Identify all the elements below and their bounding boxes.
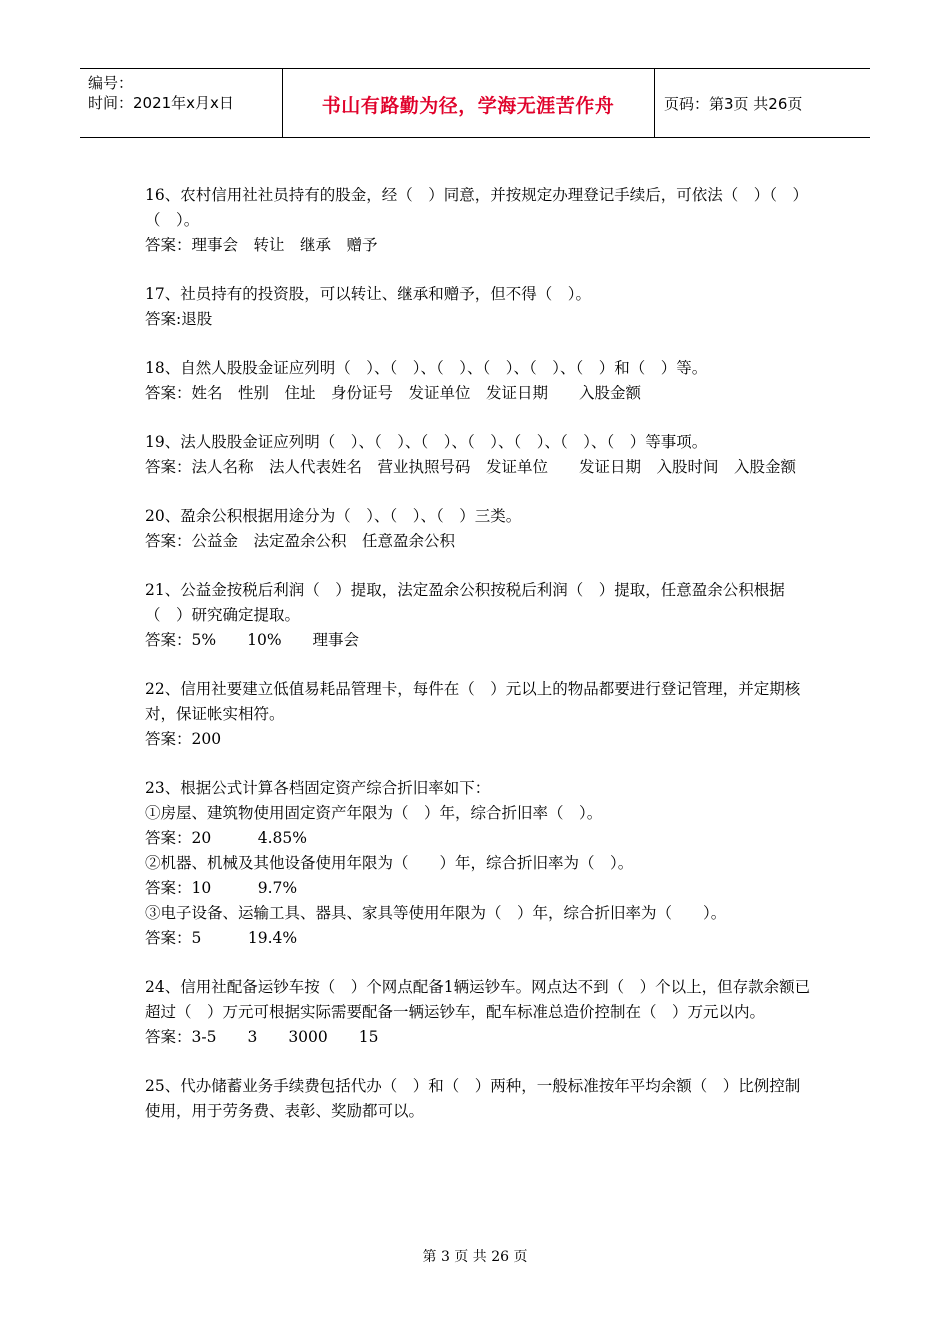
answer-line: 答案：20 4.85%	[145, 829, 307, 847]
question-block	[145, 504, 813, 554]
question-line: ②机器、机械及其他设备使用年限为（ ）年，综合折旧率为（ ）。	[145, 854, 634, 872]
answer-line: 答案：3-5 3 3000 15	[145, 1028, 379, 1046]
page-footer: 第 3 页 共 26 页	[422, 1249, 528, 1265]
question-line: 22、信用社要建立低值易耗品管理卡，每件在（ ）元以上的物品都要进行登记管理，并定期核对，保证帐实相符。	[145, 680, 801, 723]
question-block	[145, 356, 813, 406]
answer-line: 答案：5 19.4%	[145, 929, 298, 947]
question-line: 23、根据公式计算各档固定资产综合折旧率如下：	[145, 779, 491, 797]
question-line: 18、自然人股股金证应列明（ ）、（ ）、（ ）、（ ）、（ ）、（ ）和（ ）等。	[145, 359, 708, 377]
date-label: 时间：2021年x月x日	[88, 94, 234, 112]
header-meta	[88, 73, 234, 113]
answer-line: 答案：200	[145, 730, 222, 748]
answer-line: 答案：10 9.7%	[145, 879, 298, 897]
question-line: 16、农村信用社社员持有的股金，经（ ）同意，并按规定办理登记手续后，可依法（ ）（ ）（ ）。	[145, 186, 808, 229]
header-motto: 书山有路勤为径，学海无涯苦作舟	[321, 95, 615, 117]
answer-line: 答案:退股	[145, 310, 213, 328]
header-divider	[654, 69, 655, 137]
code-label: 编号：	[88, 74, 134, 92]
question-line: 24、信用社配备运钞车按（ ）个网点配备1辆运钞车。网点达不到（ ）个以上，但存款余额已超过（ ）万元可根据实际需要配备一辆运钞车，配车标准总造价控制在（ ）万元以内。	[145, 978, 811, 1021]
question-line: 17、社员持有的投资股，可以转让、继承和赠予，但不得（ ）。	[145, 285, 591, 303]
question-block	[145, 183, 813, 258]
document-body	[145, 183, 813, 1148]
header-page-info: 页码：第3页 共26页	[664, 95, 803, 113]
question-block	[145, 282, 813, 332]
question-block	[145, 1074, 813, 1124]
question-line: 21、公益金按税后利润（ ）提取，法定盈余公积按税后利润（ ）提取，任意盈余公积根据（ ）研究确定提取。	[145, 581, 785, 624]
document-header	[80, 68, 870, 138]
answer-line: 答案：法人名称 法人代表姓名 营业执照号码 发证单位 发证日期 入股时间 入股金额	[145, 458, 797, 476]
answer-line: 答案：5% 10% 理事会	[145, 631, 360, 649]
question-line: ③电子设备、运输工具、器具、家具等使用年限为（ ）年，综合折旧率为（ ）。	[145, 904, 727, 922]
question-line: 20、盈余公积根据用途分为（ ）、（ ）、（ ）三类。	[145, 507, 522, 525]
question-line: 25、代办储蓄业务手续费包括代办（ ）和（ ）两种，一般标准按年平均余额（ ）比例控制使用，用于劳务费、表彰、奖励都可以。	[145, 1077, 801, 1120]
answer-line: 答案：公益金 法定盈余公积 任意盈余公积	[145, 532, 456, 550]
question-block	[145, 430, 813, 480]
question-block	[145, 975, 813, 1050]
question-block	[145, 578, 813, 653]
question-line: ①房屋、建筑物使用固定资产年限为（ ）年，综合折旧率（ ）。	[145, 804, 603, 822]
question-line: 19、法人股股金证应列明（ ）、（ ）、（ ）、（ ）、（ ）、（ ）、（ ）等事项。	[145, 433, 708, 451]
question-block	[145, 776, 813, 951]
question-block	[145, 677, 813, 752]
answer-line: 答案：姓名 性别 住址 身份证号 发证单位 发证日期 入股金额	[145, 384, 642, 402]
answer-line: 答案：理事会 转让 继承 赠予	[145, 236, 378, 254]
